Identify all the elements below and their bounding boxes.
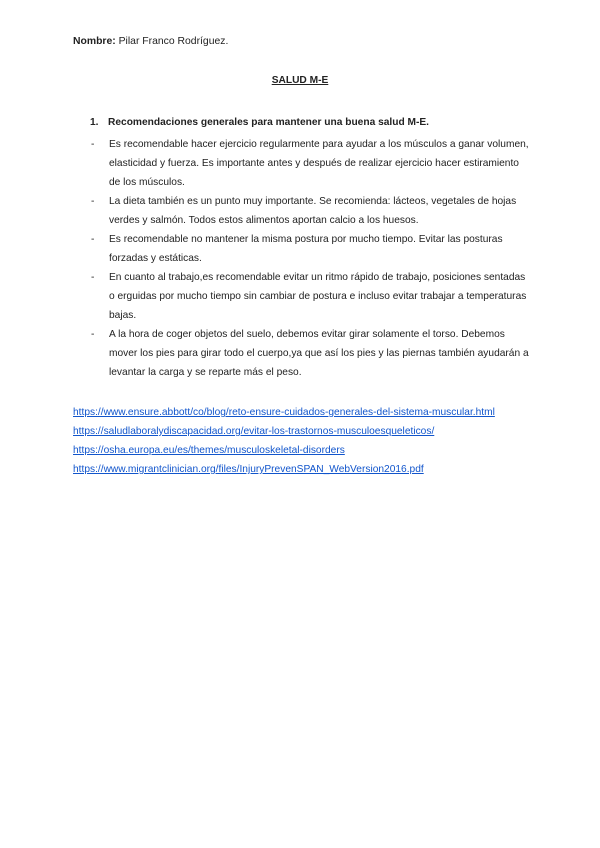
list-item-text: En cuanto al trabajo,es recomendable evitar un ritmo rápido de trabajo, posiciones sentadas o erguidas por mucho tiempo sin cambiar de postura e incluso evitar trabajar a temperaturas bajas. [109,272,527,321]
section-heading [90,117,429,128]
author-label: Nombre: [73,36,116,47]
reference-link[interactable]: https://saludlaboralydiscapacidad.org/evitar-los-trastornos-musculoesqueleticos/ [73,426,435,437]
list-item [90,192,530,230]
list-item [90,135,530,192]
section-number: 1. [90,117,99,128]
recommendation-list [90,135,530,382]
reference-link[interactable]: https://www.ensure.abbott/co/blog/reto-ensure-cuidados-generales-del-sistema-muscular.html [73,407,495,418]
author-name: Pilar Franco Rodríguez. [118,36,229,47]
list-item-text: Es recomendable no mantener la misma postura por mucho tiempo. Evitar las posturas forzadas y estáticas. [109,234,503,264]
bullet-dash: - [91,234,95,245]
list-item [90,325,530,382]
reference-links [73,403,533,479]
bullet-dash: - [91,329,95,340]
reference-link[interactable]: https://osha.europa.eu/es/themes/musculoskeletal-disorders [73,445,345,456]
document-title: SALUD M-E [271,75,329,86]
bullet-dash: - [91,139,95,150]
list-item-text: La dieta también es un punto muy importante. Se recomienda: lácteos, vegetales de hojas verdes y salmón. Todos estos alimentos aportan calcio a los huesos. [109,196,517,226]
list-item [90,268,530,325]
reference-link[interactable]: https://www.migrantclinician.org/files/InjuryPrevenSPAN_WebVersion2016.pdf [73,464,424,475]
section-heading-text: Recomendaciones generales para mantener una buena salud M-E. [108,117,430,128]
list-item [90,230,530,268]
author-line [73,36,228,47]
bullet-dash: - [91,196,95,207]
bullet-dash: - [91,272,95,283]
list-item-text: A la hora de coger objetos del suelo, debemos evitar girar solamente el torso. Debemos mover los pies para girar todo el cuerpo,ya que así los pies y las piernas también ayudarán a levantar la carga y se reparte más el peso. [109,329,529,378]
list-item-text: Es recomendable hacer ejercicio regularmente para ayudar a los músculos a ganar volumen, elasticidad y fuerza. Es importante antes y después de realizar ejercicio hacer estiramiento de los músculos. [109,139,529,188]
